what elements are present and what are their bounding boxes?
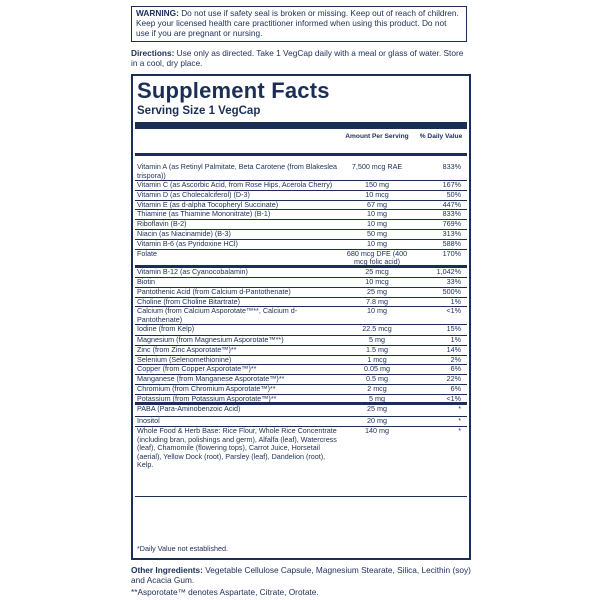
nutrient-name: Niacin (as Niacinamide) (B-3) <box>137 228 231 238</box>
nutrient-daily-value: 1% <box>450 296 461 306</box>
nutrient-daily-value: 500% <box>442 286 461 296</box>
nutrient-amount: 10 mcg <box>365 277 389 287</box>
nutrient-amount: 150 mg <box>365 180 389 189</box>
supplement-facts-panel <box>131 74 471 560</box>
nutrient-daily-value: * <box>458 426 461 436</box>
nutrient-amount: 10 mg <box>367 209 387 219</box>
nutrient-name: Vitamin E (as d-alpha Tocopheryl Succinate) <box>137 199 279 209</box>
nutrient-amount: 50 mg <box>367 228 387 238</box>
nutrient-name: Zinc (from Zinc Asporotate™)** <box>137 344 237 354</box>
nutrient-daily-value: 6% <box>450 383 461 393</box>
nutrient-daily-value: 313% <box>442 228 461 238</box>
nutrient-amount: 25 mcg <box>365 266 389 276</box>
nutrient-amount: 7,500 mcg RAE <box>351 162 403 171</box>
nutrient-amount: 1.5 mg <box>366 344 388 354</box>
nutrient-amount: 140 mg <box>365 426 389 436</box>
table-row <box>135 250 467 268</box>
nutrient-daily-value: 833% <box>442 162 461 171</box>
nutrient-daily-value: 14% <box>446 344 461 354</box>
nutrient-name: Manganese (from Manganese Asporotate™)** <box>137 374 285 384</box>
nutrient-name: Biotin <box>137 277 155 287</box>
nutrient-name: Pantothenic Acid (from Calcium d-Pantothenate) <box>137 286 291 296</box>
other-ingredients-text: Vegetable Cellulose Capsule, Magnesium Stearate, Silica, Lecithin (soy) and Acacia Gum. <box>131 565 471 586</box>
nutrient-amount: 7.8 mg <box>366 296 388 306</box>
nutrient-daily-value: 167% <box>442 180 461 189</box>
other-ingredients <box>131 565 471 585</box>
nutrient-name: Potassium (from Potassium Asporotate™)** <box>137 393 277 403</box>
nutrient-daily-value: <1% <box>446 393 461 403</box>
nutrient-name: Whole Food & Herb Base: Rice Flour, Whole Rice Concentrate (including bran, polishings and germ), Alfalfa (leaf), Watercress (leaf), Chamomile (flowering tops), Carrot Juice, Horsetail (aerial), Yellow Dock (root), Parsley (leaf), Dandelion (root), Kelp. <box>137 426 337 470</box>
nutrient-daily-value: * <box>458 403 461 413</box>
nutrient-name: Selenium (Selenomethionine) <box>137 354 232 364</box>
nutrient-daily-value: 1,042% <box>436 266 461 276</box>
nutrient-amount: 22.5 mcg <box>362 324 392 334</box>
directions <box>131 48 471 68</box>
nutrient-daily-value: <1% <box>446 306 461 316</box>
nutrient-amount: 0.05 mg <box>364 364 390 374</box>
nutrient-amount: 5 mg <box>369 334 385 344</box>
table-row <box>135 268 467 279</box>
nutrient-name: Thiamine (as Thiamine Mononitrate) (B-1) <box>137 209 271 219</box>
nutrient-amount: 20 mg <box>367 415 387 425</box>
nutrient-amount: 25 mg <box>367 403 387 413</box>
nutrient-daily-value: 50% <box>446 189 461 199</box>
nutrient-daily-value: 170% <box>442 248 461 258</box>
facts-rows <box>135 163 467 497</box>
warning-text: Do not use if safety seal is broken or missing. Keep out of reach of children. Keep your licensed health care practitioner informed when using this product. Do not use if you are pregnant or nursing. <box>136 8 459 39</box>
nutrient-name: PABA (Para-Aminobenzoic Acid) <box>137 403 241 413</box>
nutrient-daily-value: 833% <box>442 209 461 219</box>
nutrient-amount: 67 mg <box>367 199 387 209</box>
table-row <box>135 240 467 250</box>
other-ingredients-label: Other Ingredients: <box>131 565 203 575</box>
nutrient-amount: 680 mcg DFE (400 mcg folic acid) <box>346 248 408 267</box>
nutrient-daily-value: 1% <box>450 334 461 344</box>
nutrient-daily-value: 6% <box>450 364 461 374</box>
warning-label: WARNING: <box>136 8 179 18</box>
nutrient-amount: 0.5 mg <box>366 374 388 384</box>
directions-text: Use only as directed. Take 1 VegCap daily with a meal or glass of water. Store in a cool, dry place. <box>131 48 464 69</box>
nutrient-amount: 25 mg <box>367 286 387 296</box>
panel-title: Supplement Facts <box>137 78 330 103</box>
nutrient-daily-value: 2% <box>450 354 461 364</box>
nutrient-name: Riboflavin (B-2) <box>137 219 187 229</box>
table-row <box>135 405 467 417</box>
divider-thick <box>135 122 467 129</box>
nutrient-amount: 10 mg <box>367 306 387 316</box>
nutrient-name: Vitamin A (as Retinyl Palmitate, Beta Carotene (from Blakeslea trispora)) <box>137 162 338 180</box>
table-row <box>135 427 467 497</box>
nutrient-daily-value: 769% <box>442 219 461 229</box>
nutrient-name: Calcium (from Calcium Asporotate™**, Calcium d-Pantothenate) <box>137 306 298 325</box>
nutrient-amount: 10 mg <box>367 219 387 229</box>
nutrient-amount: 2 mcg <box>367 383 387 393</box>
nutrient-name: Folate <box>137 248 157 258</box>
divider-mid <box>135 153 467 156</box>
table-row <box>135 307 467 325</box>
nutrient-daily-value: 22% <box>446 374 461 384</box>
nutrient-amount: 10 mg <box>367 238 387 248</box>
nutrient-amount: 1 mcg <box>367 354 387 364</box>
nutrient-daily-value: 588% <box>442 238 461 248</box>
nutrient-name: Copper (from Copper Asporotate™)** <box>137 364 257 374</box>
column-amount-header: Amount Per Serving <box>345 133 409 140</box>
nutrient-daily-value: 33% <box>446 277 461 287</box>
nutrient-name: Chromium (from Chromium Asporotate™)** <box>137 383 276 393</box>
nutrient-amount: 10 mcg <box>365 189 389 199</box>
directions-label: Directions: <box>131 48 175 58</box>
nutrient-name: Vitamin B-6 (as Pyridoxine HCl) <box>137 238 238 248</box>
nutrient-name: Iodine (from Kelp) <box>137 324 195 334</box>
nutrient-name: Choline (from Choline Bitartrate) <box>137 296 241 306</box>
nutrient-daily-value: 447% <box>442 199 461 209</box>
table-row <box>135 163 467 181</box>
nutrient-name: Inositol <box>137 415 160 425</box>
nutrient-daily-value: 15% <box>446 324 461 334</box>
serving-size: Serving Size 1 VegCap <box>137 105 261 117</box>
nutrient-daily-value: * <box>458 415 461 425</box>
nutrient-name: Vitamin C (as Ascorbic Acid, from Rose Hips, Acerola Cherry) <box>137 180 333 189</box>
nutrient-name: Vitamin B-12 (as Cyanocobalamin) <box>137 266 248 276</box>
nutrient-amount: 5 mg <box>369 393 385 403</box>
warning-box <box>131 6 467 42</box>
nutrient-name: Magnesium (from Magnesium Asporotate™**) <box>137 334 284 344</box>
nutrient-name: Vitamin D (as Cholecalciferol) (D-3) <box>137 189 250 199</box>
footnote: *Daily Value not established. <box>137 544 228 553</box>
column-dv-header: % Daily Value <box>419 133 463 140</box>
asporotate-note: **Asporotate™ denotes Aspartate, Citrate, Orotate. <box>131 587 319 597</box>
